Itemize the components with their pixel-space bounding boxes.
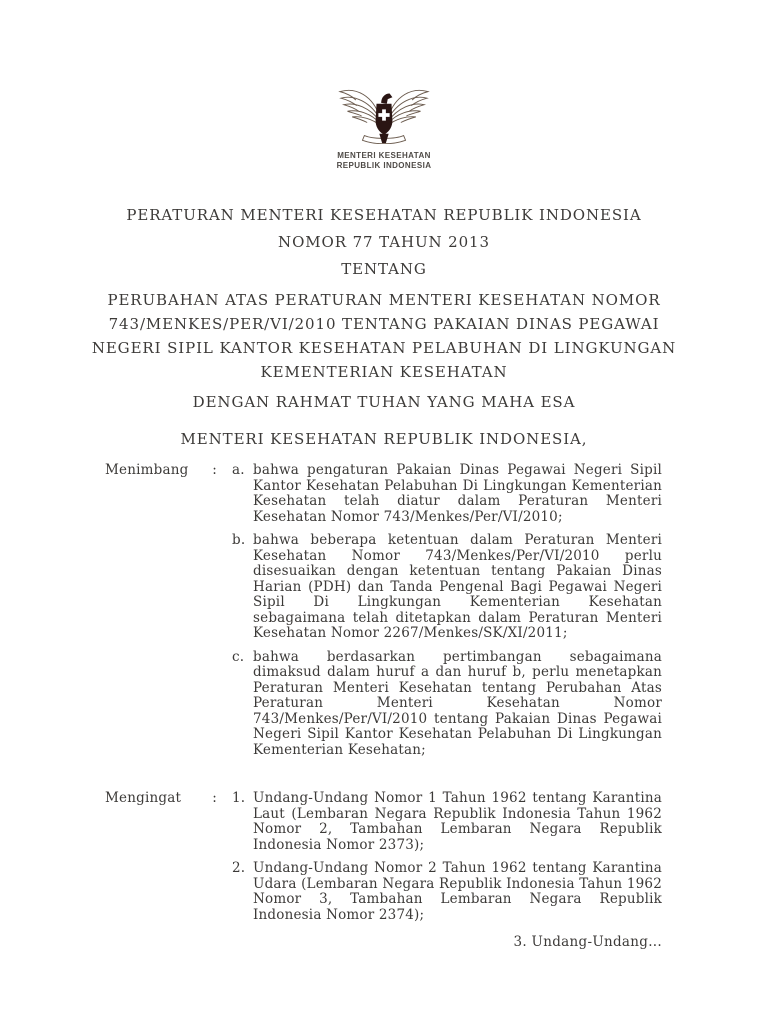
emblem-caption-line2: REPUBLIK INDONESIA: [336, 161, 432, 170]
section-menimbang: [105, 463, 662, 758]
item-text: bahwa pengaturan Pakaian Dinas Pegawai Negeri Sipil Kantor Kesehatan Pelabuhan Di Lingkungan Kementerian Kesehatan telah diatur dalam Peraturan Menteri Kesehatan Nomor 743/Menkes/Per/VI/2010;: [253, 462, 662, 525]
subject-line-2: 743/MENKES/PER/VI/2010 TENTANG PAKAIAN DINAS PEGAWAI: [108, 315, 660, 333]
item-text: Undang-Undang Nomor 1 Tahun 1962 tentang Karantina Laut (Lembaran Negara Republik Indonesia Tahun 1962 Nomor 2, Tambahan Lembaran Negara Republik Indonesia Nomor 2373);: [253, 790, 662, 853]
subject-line-3: NEGERI SIPIL KANTOR KESEHATAN PELABUHAN DI LINGKUNGAN: [91, 339, 677, 357]
document-body: [105, 463, 662, 923]
authority-line: MENTERI KESEHATAN REPUBLIK INDONESIA,: [180, 430, 588, 448]
mengingat-item-2: [232, 861, 662, 923]
section-label-text: Menimbang: [105, 462, 189, 478]
item-text: Undang-Undang Nomor 2 Tahun 1962 tentang Karantina Udara (Lembaran Negara Republik Indonesia Tahun 1962 Nomor 3, Tambahan Lembaran Negara Republik Indonesia Nomor 2374);: [253, 860, 662, 923]
ministry-emblem: [0, 86, 768, 171]
regulation-number: NOMOR 77 TAHUN 2013: [278, 233, 490, 251]
item-marker: 2.: [232, 860, 246, 876]
about-label: TENTANG: [341, 260, 427, 278]
item-marker: c.: [232, 648, 245, 665]
section-label-colon: :: [212, 462, 217, 478]
section-label-mengingat: [105, 791, 217, 807]
section-label-menimbang: [105, 463, 217, 479]
mengingat-item-1: [232, 791, 662, 853]
menimbang-item-b: [232, 533, 662, 642]
item-text: bahwa beberapa ketentuan dalam Peraturan Menteri Kesehatan Nomor 743/Menkes/Per/VI/2010 perlu disesuaikan dengan ketentuan tentang Pakaian Dinas Harian (PDH) dan Tanda Pengenal Bagi Pegawai Negeri Sipil Di Lingkungan Kementerian Kesehatan sebagaimana telah ditetapkan dalam Peraturan Menteri Kesehatan Nomor 2267/Menkes/SK/XI/2011;: [253, 532, 662, 641]
regulation-title: PERATURAN MENTERI KESEHATAN REPUBLIK INDONESIA: [126, 206, 642, 224]
item-marker: b.: [232, 532, 246, 548]
item-marker: 1.: [232, 790, 246, 806]
section-items: [232, 791, 662, 923]
section-label-colon: :: [212, 790, 217, 806]
garuda-eagle-icon: [334, 86, 434, 144]
item-marker: a.: [232, 462, 245, 478]
section-items: [232, 463, 662, 758]
subject-line-4: KEMENTERIAN KESEHATAN: [260, 363, 508, 381]
title-block: [0, 206, 768, 448]
catchword: 3. Undang-Undang...: [513, 934, 662, 950]
item-text: bahwa berdasarkan pertimbangan sebagaimana dimaksud dalam huruf a dan huruf b, perlu menetapkan Peraturan Menteri Kesehatan tentang Perubahan Atas Peraturan Menteri Kesehatan Nomor 743/Menkes/Per/VI/2010 tentang Pakaian Dinas Pegawai Negeri Sipil Kantor Kesehatan Pelabuhan Di Lingkungan Kementerian Kesehatan;: [253, 648, 662, 758]
regulation-subject: [0, 288, 768, 384]
menimbang-item-a: [232, 463, 662, 525]
emblem-caption: [0, 151, 768, 171]
emblem-caption-line1: MENTERI KESEHATAN: [337, 151, 431, 160]
section-label-text: Mengingat: [105, 790, 182, 806]
invocation-line: DENGAN RAHMAT TUHAN YANG MAHA ESA: [192, 393, 576, 411]
section-mengingat: [105, 791, 662, 923]
menimbang-item-c: [232, 650, 662, 759]
subject-line-1: PERUBAHAN ATAS PERATURAN MENTERI KESEHATAN NOMOR: [107, 291, 661, 309]
